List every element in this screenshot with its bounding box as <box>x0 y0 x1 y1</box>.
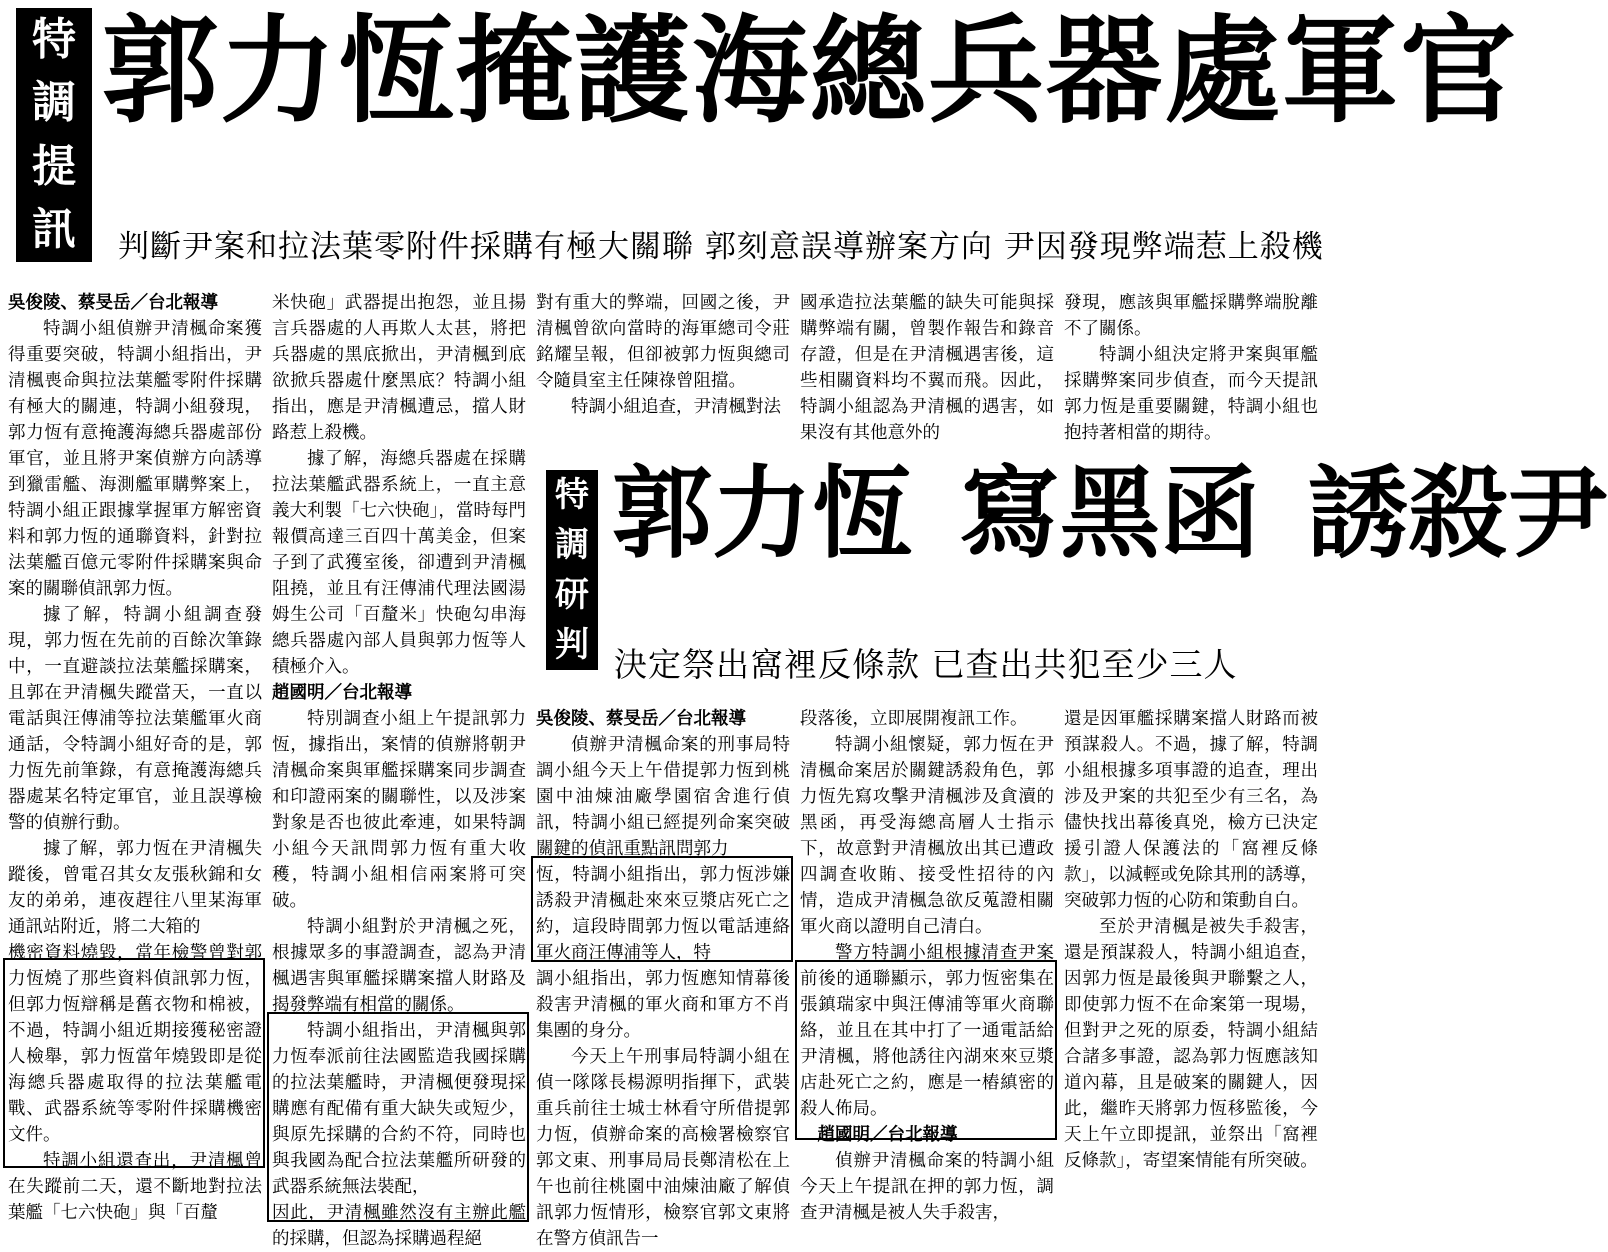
paragraph: 據了解，特調小組調查發現，郭力恆在先前的百餘次筆錄中，一直避談拉法葉艦採購案，且郭在尹清楓失蹤當天，一直以電話與汪傳浦等拉法葉艦軍火商通話，令特調小組好奇的是，郭力恆先前筆錄，有意掩護海總兵器處某名特定軍官，並且誤導檢警的偵辦行動。 <box>8 605 262 833</box>
paragraph: 對有重大的弊端，回國之後，尹清楓曾欲向當時的海軍總司令莊銘耀呈報，但卻被郭力恆與總司令隨員室主任陳祿曾阻擋。 <box>536 293 790 391</box>
story3-subheadline: 決定祭出窩裡反條款 已查出共犯至少三人 <box>614 645 1238 684</box>
story3-badge-char: 判 <box>555 625 589 665</box>
paragraph: 偵辦尹清楓命案的特調小組今天上午提訊在押的郭力恆，調查尹清楓是被人失手殺害， <box>800 1151 1054 1223</box>
top-badge-char: 訊 <box>32 204 76 256</box>
story1-column-4 <box>800 290 1054 450</box>
boxed-paragraph: 警方特調小組根據清查尹案前後的通聯顯示，郭力恆密集在張鎮瑞家中與汪傳浦等軍火商聯絡，並且在其中打了一通電話給尹清楓，將他誘往內湖來來豆漿店赴死亡之約，應是一樁縝密的殺人佈局。 <box>800 943 1054 1119</box>
paragraph: 特調小組決定將尹案與軍艦採購弊案同步偵查，而今天提訊郭力恆是重要關鍵，特調小組也抱持著相當的期待。 <box>1064 345 1318 443</box>
highlight-box <box>267 1012 529 1222</box>
story3-headline-part: 誘殺尹 <box>1308 455 1608 572</box>
story3-headline-part: 郭力恆 <box>612 455 912 572</box>
byline: 趙國明／台北報導 <box>272 683 412 703</box>
story3-column-5 <box>1064 706 1318 1248</box>
paragraph: 國承造拉法葉艦的缺失可能與採購弊端有關，曾製作報告和錄音存證，但是在尹清楓遇害後，這些相關資料均不翼而飛。因此，特調小組認為尹清楓的遇害，如果沒有其他意外的 <box>800 293 1054 443</box>
paragraph: 特調小組偵辦尹清楓命案獲得重要突破，特調小組指出，尹清楓喪命與拉法葉艦零附件採購有極大的關連，特調小組發現，郭力恆有意掩護海總兵器處部份軍官，並且將尹案偵辦方向誘導到獵雷艦、海測艦軍購弊案上，特調小組正跟據掌握軍方解密資料和郭力恆的通聯資料，針對拉法葉艦百億元零附件採購案與命案的關聯偵訊郭力恆。 <box>8 319 262 599</box>
highlight-box <box>531 856 793 962</box>
story3-badge-char: 特 <box>555 475 589 515</box>
paragraph: 偵辦尹清楓命案的刑事局特調小組今天上午借提郭力恆到桃園中油煉油廠學園宿舍進行偵訊，特調小組已經提列命案突破關鍵的偵訊重點訊問郭力 <box>536 735 790 859</box>
paragraph: 特調小組懷疑，郭力恆在尹清楓命案居於關鍵誘殺角色，郭力恆先寫攻擊尹清楓涉及貪瀆的黑函，再受海總高層人士指示下，故意對尹清楓放出其已遭政四調查收賄、接受性招待的內情，造成尹清楓急欲反蒐證相關軍火商以證明自己清白。 <box>800 735 1054 937</box>
story3-badge <box>546 470 598 670</box>
paragraph: 發現，應該與軍艦採購弊端脫離不了關係。 <box>1064 293 1318 339</box>
boxed-paragraph: 特調小組指出，尹清楓與郭力恆奉派前往法國監造我國採購的拉法葉艦時，尹清楓便發現採購應有配備有重大缺失或短少，與原先採購的合約不符，同時也與我國為配合拉法葉艦所研發的武器系統無法裝配， <box>272 1021 526 1197</box>
paragraph: 至於尹清楓是被失手殺害，還是預謀殺人，特調小組追查，因郭力恆是最後與尹聯繫之人，即使郭力恆不在命案第一現場，但對尹之死的原委，特調小組結合諸多事證，認為郭力恆應該知道內幕，且是破案的關鍵人，因此，繼昨天將郭力恆移監後，今天上午立即提訊，並祭出「窩裡反條款」，寄望案情能有所突破。 <box>1064 917 1318 1171</box>
paragraph: 調小組指出，郭力恆應知情幕後殺害尹清楓的軍火商和軍方不肖集團的身分。 <box>536 969 790 1041</box>
byline: 吳俊陵、蔡旻岳／台北報導 <box>8 293 218 313</box>
story3-badge-char: 研 <box>555 575 589 615</box>
story3-headline-part: 寫黑函 <box>960 455 1260 572</box>
top-badge-char: 調 <box>32 77 76 129</box>
main-headline: 郭力恆掩護海總兵器處軍官 <box>102 4 1518 139</box>
top-badge-char: 提 <box>32 140 76 192</box>
byline: 趙國明／台北報導 <box>817 1125 958 1145</box>
paragraph: 今天上午刑事局特調小組在偵一隊隊長楊源明指揮下，武裝重兵前往士城士林看守所借提郭力恆，偵辦命案的高檢署檢察官郭文東、刑事局局長鄭清松在上午也前往桃園中油煉油廠了解偵訊郭力恆情形，檢察官郭文東將在警方偵訊告一 <box>536 1047 790 1249</box>
story3-headline <box>612 455 1608 572</box>
paragraph: 特調小組對於尹清楓之死，根據眾多的事證調查，認為尹清楓遇害與軍艦採購案擋人財路及揭發弊端有相當的關係。 <box>272 917 526 1015</box>
boxed-paragraph: 恆，特調小組指出，郭力恆涉嫌誘殺尹清楓赴來來豆漿店死亡之約，這段時間郭力恆以電話連絡軍火商汪傳浦等人，特 <box>536 865 790 963</box>
story1-column-3 <box>536 290 790 450</box>
highlight-box <box>3 958 265 1168</box>
paragraph: 特調小組追查，尹清楓對法 <box>571 397 781 417</box>
story1-column-2 <box>272 290 526 676</box>
paragraph: 據了解，海總兵器處在採購拉法葉艦武器系統上，一直主意義大利製「七六快砲」，當時每門報價高達三百四十萬美金，但案子到了武獲室後，卻遭到尹清楓阻撓，並且有汪傳浦代理法國湯姆生公司「百釐米」快砲勾串海總兵器處內部人員與郭力恆等人積極介入。 <box>272 449 526 677</box>
top-badge-char: 特 <box>32 13 76 65</box>
story3-column-3 <box>536 706 790 1248</box>
paragraph: 段落後，立即展開複訊工作。 <box>800 709 1028 729</box>
paragraph: 特別調查小組上午提訊郭力恆，據指出，案情的偵辦將朝尹清楓命案與軍艦採購案同步調查和印證兩案的關聯性，以及涉案對象是否也彼此牽連，如果特調小組今天訊問郭力恆有重大收穫，特調小組相信兩案將可突破。 <box>272 709 526 911</box>
highlight-box <box>795 960 1057 1140</box>
byline: 吳俊陵、蔡旻岳／台北報導 <box>536 709 746 729</box>
story3-badge-char: 調 <box>555 525 589 565</box>
paragraph: 特調小組還查出，尹清楓曾在失蹤前二天，還不斷地對拉法葉艦「七六快砲」與「百釐 <box>8 1151 262 1223</box>
paragraph: 據了解，郭力恆在尹清楓失蹤後，曾電召其女友張秋錦和女友的弟弟，連夜趕往八里某海軍通訊站附近，將二大箱的 <box>8 839 262 937</box>
main-subheadline: 判斷尹案和拉法葉零附件採購有極大關聯 郭刻意誤導辦案方向 尹因發現弊端惹上殺機 <box>118 229 1324 265</box>
top-badge <box>16 8 92 262</box>
story1-column-5 <box>1064 290 1318 450</box>
paragraph: 還是因軍艦採購案擋人財路而被預謀殺人。不過，據了解，特調小組根據多項事證的追查，理出涉及尹案的共犯至少有三名，為儘快找出幕後真兇，檢方已決定援引證人保護法的「窩裡反條款」，以減輕或免除其刑的誘導，突破郭力恆的心防和策動自白。 <box>1064 709 1318 911</box>
paragraph: 米快砲」武器提出抱怨，並且揚言兵器處的人再欺人太甚，將把兵器處的黑底掀出，尹清楓到底欲掀兵器處什麼黑底？特調小組指出，應是尹清楓遭忌，擋人財路惹上殺機。 <box>272 293 526 443</box>
paragraph: 因此，尹清楓雖然沒有主辦此艦的採購，但認為採購過程絕 <box>272 1203 526 1249</box>
boxed-paragraph: 機密資料燒毀，當年檢警曾對郭力恆燒了那些資料偵訊郭力恆，但郭力恆辯稱是舊衣物和棉被，不過，特調小組近期接獲秘密證人檢舉，郭力恆當年燒毀即是從海總兵器處取得的拉法葉艦電戰、武器系統等零附件採購機密文件。 <box>8 943 262 1145</box>
